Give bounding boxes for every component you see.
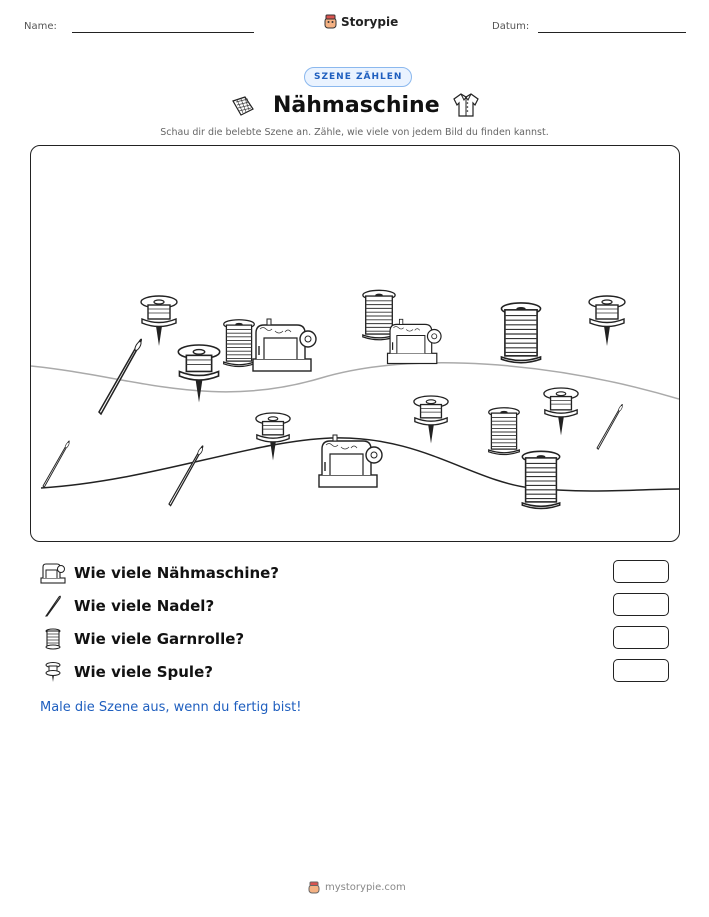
question-row-bobbin	[40, 661, 213, 683]
question-row-needle	[40, 595, 214, 617]
bobbin-icon	[40, 661, 66, 683]
instruction-text: Schau dir die belebte Szene an. Zähle, wie viele von jedem Bild du finden kannst.	[160, 127, 549, 138]
brand-logo	[324, 14, 398, 29]
coloring-note: Male die Szene aus, wenn du fertig bist!	[40, 700, 302, 715]
answer-box-bobbin[interactable]	[613, 659, 669, 682]
needle-icon	[40, 595, 66, 617]
name-line[interactable]	[72, 32, 254, 33]
name-label: Name:	[24, 21, 57, 32]
storypie-mascot-icon	[308, 881, 320, 894]
scene-illustration	[31, 146, 679, 541]
answer-box-needle[interactable]	[613, 593, 669, 616]
worksheet-type-badge: SZENE ZÄHLEN	[304, 67, 412, 87]
question-text: Wie viele Garnrolle?	[74, 630, 245, 648]
answer-box-sewing-machine[interactable]	[613, 560, 669, 583]
answer-box-thread-spool[interactable]	[613, 626, 669, 649]
question-text: Wie viele Spule?	[74, 663, 213, 681]
fabric-icon	[231, 95, 255, 117]
page-title: Nähmaschine	[273, 93, 440, 118]
shirt-icon	[452, 92, 480, 118]
date-line[interactable]	[538, 32, 686, 33]
question-row-sewing-machine	[40, 562, 279, 584]
counting-scene	[30, 145, 680, 542]
sewing-machine-icon	[40, 562, 66, 584]
site-url[interactable]: mystorypie.com	[325, 882, 406, 893]
date-label: Datum:	[492, 21, 530, 32]
storypie-mascot-icon	[324, 14, 337, 29]
thread-spool-icon	[40, 628, 66, 650]
question-text: Wie viele Nadel?	[74, 597, 215, 615]
question-row-thread-spool	[40, 628, 244, 650]
brand-name: Storypie	[341, 14, 399, 29]
site-footer	[308, 881, 406, 894]
question-text: Wie viele Nähmaschine?	[74, 564, 280, 582]
